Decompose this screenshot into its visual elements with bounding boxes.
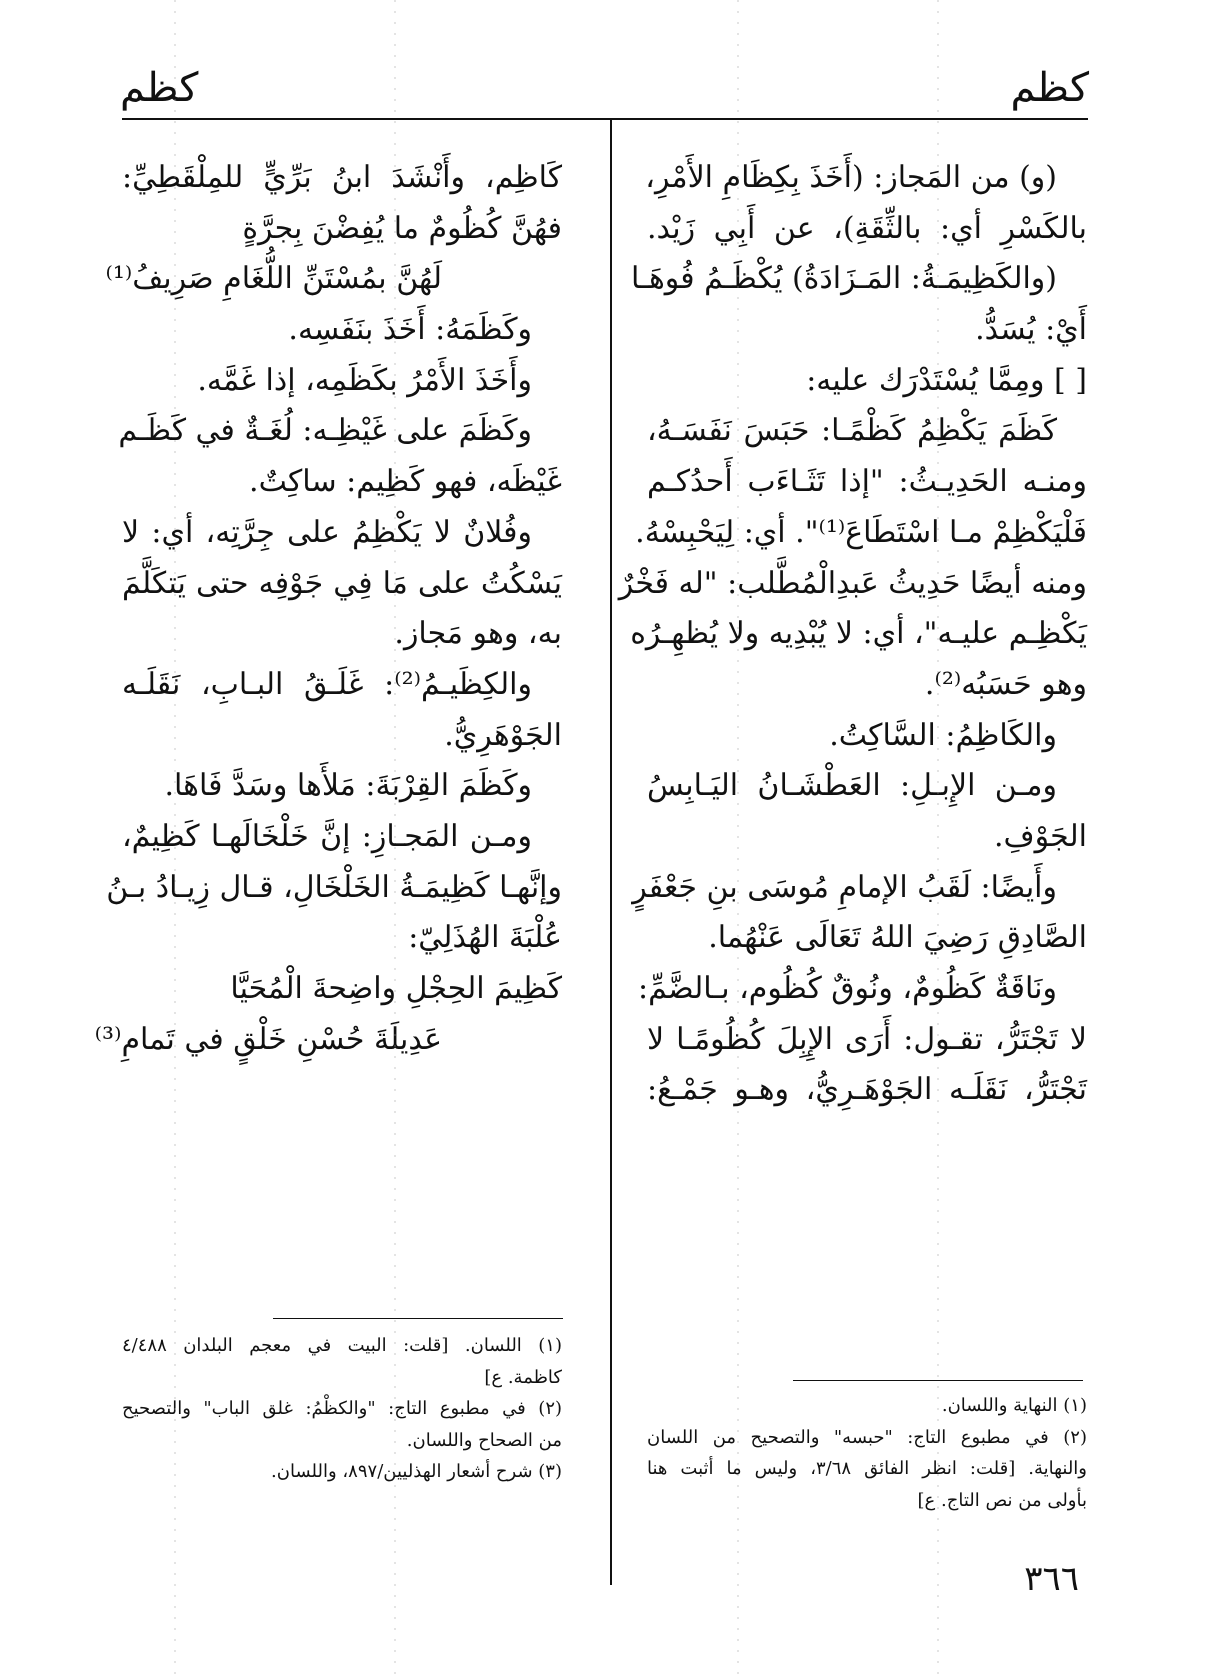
footnotes-left <box>122 1330 562 1488</box>
footnote-line: (٢) في مطبوع التاج: "حبسه" والتصحيح من اللسان <box>647 1426 1087 1448</box>
text-line: وكَظَمَ على غَيْظِـه: لُغَـةٌ في كَظَـم <box>118 413 532 449</box>
footnote-rule-right <box>793 1380 1083 1381</box>
text-line: ومنه أيضًا حَدِيثُ عَبدِالْمُطَّلب: "له فَخْرٌ <box>618 565 1087 601</box>
text-line: فَلْيَكْظِمْ مـا اسْتَطَاعَ⁽¹⁾". أي: لِيَحْبِسْهُ. <box>635 514 1087 550</box>
text-line: كَاظِم، وأَنْشَدَ ابنُ بَرِّيٍّ للمِلْقَطِيِّ: <box>122 160 562 195</box>
footnote-line: بأولى من نص التاج. ع] <box>917 1489 1087 1511</box>
footnote-line: (٣) شرح أشعار الهذليين/٨٩٧، واللسان. <box>271 1461 562 1483</box>
column-divider <box>610 120 612 1585</box>
text-line: وفُلانٌ لا يَكْظِمُ على جِرَّتِه، أي: لا <box>122 514 532 550</box>
text-line: وهو حَسَبُه⁽²⁾. <box>924 666 1087 702</box>
footnote-line: (١) اللسان. [قلت: البيت في معجم البلدان ٤/٤٨٨ <box>122 1335 562 1356</box>
text-line: تَجْتَرُّ، نَقَلَـه الجَوْهَـرِيُّ، وهـو جَمْـعُ: <box>647 1072 1087 1108</box>
text-line: الصَّادِقِ رَضِيَ اللهُ تَعَالَى عَنْهُما. <box>708 920 1087 956</box>
footnotes-right <box>647 1390 1087 1516</box>
text-line: وأَخَذَ الأَمْرُ بكَظَمِه، إذا غَمَّه. <box>197 362 532 398</box>
page-number: ٣٦٦ <box>1024 1559 1079 1599</box>
text-line: لا تَجْتَرُّ، تقـول: أَرَى الإِبِلَ كُظُومًـا لا <box>647 1021 1087 1057</box>
text-line: ومـن الإِبـلِ: العَطْشَـانُ اليَـابِسُ <box>647 768 1057 804</box>
verse-line: كَظِيمَ الحِجْلِ واضِحةَ الْمُحَيَّا <box>230 971 562 1006</box>
text-line: الجَوْفِ. <box>994 818 1087 854</box>
text-line: (والكَظِيمَـةُ: المَـزَادَةُ) يُكْظَـمُ فُوهَـا <box>631 261 1057 297</box>
header-rule <box>122 118 1088 120</box>
header-entry-word-right: كظم <box>1010 65 1089 111</box>
verse-line: فهُنَّ كُظُومٌ ما يُفِضْنَ بِجرَّةٍ <box>242 210 562 246</box>
text-line: (و) من المَجاز: (أَخَذَ بِكِظَامِ الأَمْرِ، <box>645 160 1057 195</box>
footnote-rule-left <box>273 1318 563 1319</box>
footnote-line: (٢) في مطبوع التاج: "والكظْمُ: غلق الباب" والتصحيح <box>122 1398 563 1420</box>
text-line: وكَظَمَ القِرْبَةَ: مَلأَها وسَدَّ فَاهَا. <box>164 768 532 804</box>
text-line: وكَظَمَهُ: أَخَذَ بنَفَسِه. <box>288 312 532 348</box>
footnote-line: والنهاية. [قلت: انظر الفائق ٣/٦٨، وليس ما أثبت هنا <box>647 1458 1087 1480</box>
text-line: الجَوْهَرِيُّ. <box>444 717 562 753</box>
footnote-line: من الصحاح واللسان. <box>406 1429 562 1451</box>
text-line: غَيْظَه، فهو كَظِيم: ساكِتٌ. <box>249 464 562 500</box>
text-line: به، وهو مَجاز. <box>394 616 562 652</box>
text-line: أَيْ: يُسَدُّ. <box>975 312 1087 348</box>
text-line: وأَيضًا: لَقَبُ الإمامِ مُوسَى بنِ جَعْفَرٍ <box>632 869 1057 905</box>
footnote-line: (١) النهاية واللسان. <box>941 1395 1087 1416</box>
footnote-line: كاظمة. ع] <box>484 1366 562 1388</box>
text-line: وإنَّهـا كَظِيمَـةُ الخَلْخَالِ، قـال زِيـادُ بـنُ <box>106 869 562 905</box>
text-line: والكِظَيـمُ⁽²⁾: غَلَـقُ البـابِ، نَقَلَـه <box>122 666 532 702</box>
text-line: بالكَسْرِ أي: بالثِّقَةِ)، عن أَبِي زَيْد. <box>647 210 1087 246</box>
text-line: ومنـه الحَدِيـثُ: "إذا تَثَـاءَب أَحدُكـم <box>647 464 1087 500</box>
text-line: عُلْبَةَ الهُذَلِيّ: <box>408 920 562 956</box>
text-line: ومـن المَجـازِ: إنَّ خَلْخَالَهـا كَظِيمٌ، <box>122 818 532 854</box>
left-column <box>94 153 562 1065</box>
text-line: [ ] ومِمَّا يُسْتَدْرَك عليه: <box>806 362 1087 398</box>
right-column <box>618 153 1087 1116</box>
verse-line: لَهُنَّ بمُسْتَنِّ اللُّغَامِ صَرِيفُ⁽¹⁾ <box>105 261 442 297</box>
header-entry-word-left: كظم <box>120 65 199 111</box>
text-line: والكَاظِمُ: السَّاكِتُ. <box>829 717 1057 753</box>
text-line: كَظَمَ يَكْظِمُ كَظْمًـا: حَبَسَ نَفَسَـهُ، <box>647 413 1057 449</box>
verse-line: عَدِيلَةَ حُسْنِ خَلْقٍ في تَمامِ⁽³⁾ <box>94 1021 442 1057</box>
text-line: يَكْظِـم عليـه"، أي: لا يُبْدِيه ولا يُظهِـرُه <box>630 616 1087 652</box>
text-line: يَسْكُتُ على مَا فِي جَوْفِه حتى يَتكَلَّمَ <box>122 565 562 601</box>
text-line: ونَاقَةٌ كَظُومٌ، ونُوقٌ كُظُوم، بـالضَّمِّ: <box>638 971 1057 1006</box>
